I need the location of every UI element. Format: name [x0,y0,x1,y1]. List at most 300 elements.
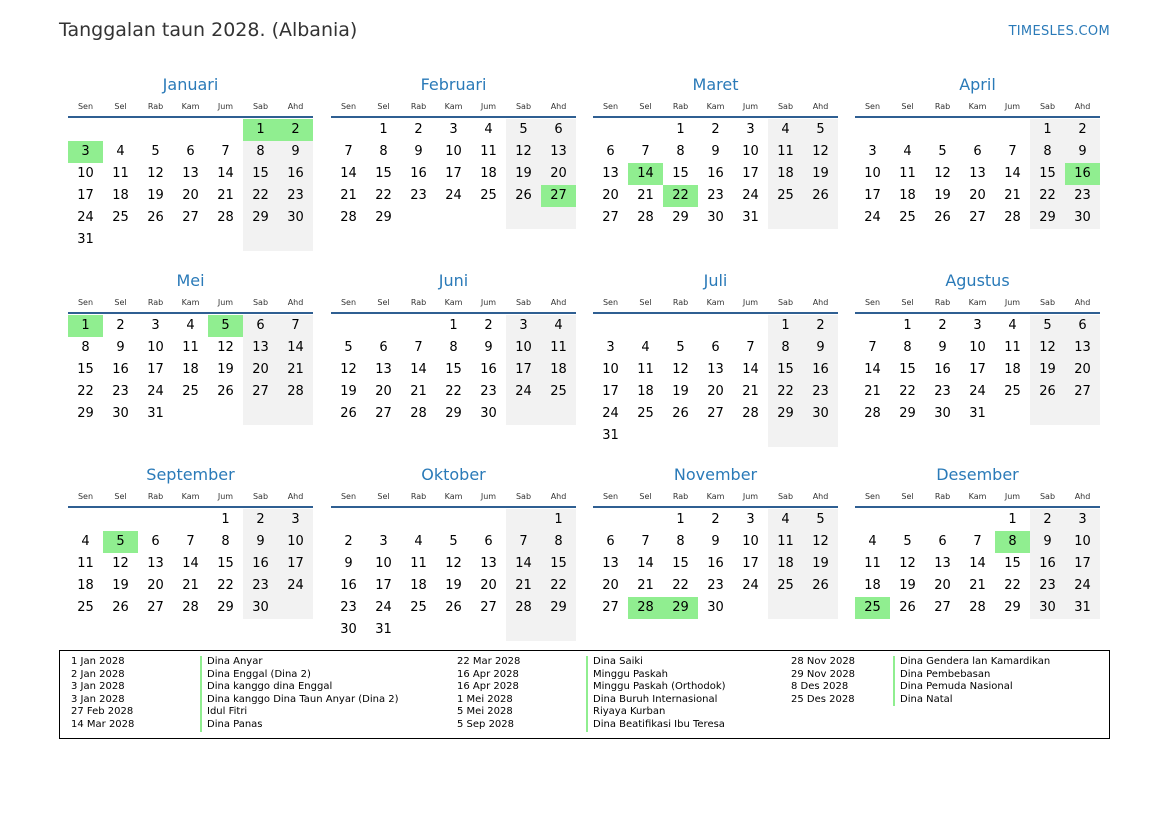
day-cell: 30 [112,406,129,421]
day-cell: 26 [934,210,951,225]
day-cell: 12 [112,556,129,571]
legend-date: 29 Nov 2028 [791,668,856,680]
day-cell: 23 [707,188,724,203]
day-cell: 17 [445,166,462,181]
month-name: Maret [692,75,739,94]
day-cell: 20 [147,578,164,593]
day-cell: 30 [278,207,313,229]
day-cell: 18 [182,362,199,377]
day-cell: 24 [375,600,392,615]
day-cell: 4 [186,318,195,333]
weekday-header [593,298,838,310]
weekday-label: Sen [340,102,357,111]
month-name: April [959,75,996,94]
weekday-label: Jum [217,102,234,111]
day-cell: 25 [77,600,94,615]
header-rule [593,506,838,508]
day-cell: 6 [711,340,720,355]
day-cell: 15 [1030,163,1065,185]
day-cell: 2 [938,318,947,333]
day-cell: 7 [641,534,650,549]
month-name: September [146,465,235,484]
day-cell: 14 [217,166,234,181]
day-cell: 4 [414,534,423,549]
day-cell: 11 [1004,340,1021,355]
day-cell: 14 [742,362,759,377]
weekday-header [68,102,313,114]
month-name: November [673,465,758,484]
empty-weekend-cell [768,597,803,619]
day-cell: 3 [606,340,615,355]
day-cell: 1 [676,512,685,527]
weekday-label: Jum [480,298,497,307]
legend-holiday-name: Dina Pemuda Nasional [893,681,1013,694]
month-name: Mei [176,271,205,290]
day-cell: 4 [81,534,90,549]
empty-weekend-cell [541,619,576,641]
day-cell: 27 [243,381,278,403]
day-cell: 9 [711,144,720,159]
day-cell: 14 [637,556,654,571]
day-cell: 7 [186,534,195,549]
day-cell: 1 [903,318,912,333]
header-rule [593,116,838,118]
day-cell: 8 [768,337,803,359]
day-cell: 18 [541,359,576,381]
day-cell: 27 [1065,381,1100,403]
day-cell: 7 [344,144,353,159]
weekday-label: Sen [77,492,94,501]
weekday-label: Sel [114,102,127,111]
day-cell: 21 [506,575,541,597]
day-cell: 19 [1030,359,1065,381]
day-cell: 17 [742,556,759,571]
empty-weekend-cell [506,207,541,229]
day-cell: 27 [707,406,724,421]
day-cell: 28 [182,600,199,615]
day-cell: 19 [934,188,951,203]
day-cell: 9 [116,340,125,355]
day-cell: 4 [1008,318,1017,333]
day-cell: 2 [711,512,720,527]
day-cell: 20 [934,578,951,593]
day-cell: 24 [506,381,541,403]
day-cell: 9 [938,340,947,355]
day-cell: 20 [969,188,986,203]
holiday-day-cell: 5 [103,531,138,553]
day-cell: 18 [864,578,881,593]
empty-weekend-cell [1065,403,1100,425]
day-cell: 19 [803,553,838,575]
day-cell: 30 [480,406,497,421]
empty-weekend-cell [768,425,803,447]
empty-weekend-cell [768,207,803,229]
month-name: Februari [420,75,487,94]
day-cell: 28 [637,210,654,225]
day-cell: 4 [541,315,576,337]
day-cell: 11 [410,556,427,571]
day-cell: 30 [707,210,724,225]
holiday-day-cell: 28 [628,597,663,619]
weekday-label: Jum [1004,492,1021,501]
day-cell: 25 [899,210,916,225]
day-cell: 20 [602,188,619,203]
day-cell: 17 [77,188,94,203]
day-cell: 29 [899,406,916,421]
day-cell: 18 [637,384,654,399]
day-cell: 12 [803,141,838,163]
day-cell: 24 [742,578,759,593]
day-cell: 28 [410,406,427,421]
day-cell: 13 [602,166,619,181]
day-cell: 8 [541,531,576,553]
weekday-label: Kam [968,102,987,111]
day-cell: 19 [340,384,357,399]
weekday-label: Sab [252,298,269,307]
holiday-day-cell: 22 [663,185,698,207]
day-cell: 3 [278,509,313,531]
day-cell: 22 [243,185,278,207]
day-cell: 3 [746,122,755,137]
weekday-label: Kam [706,298,725,307]
day-cell: 25 [1004,384,1021,399]
day-cell: 5 [449,534,458,549]
day-cell: 9 [278,141,313,163]
day-cell: 21 [742,384,759,399]
weekday-label: Sab [515,102,532,111]
empty-weekend-cell [803,597,838,619]
day-cell: 21 [182,578,199,593]
day-cell: 14 [864,362,881,377]
day-cell: 16 [410,166,427,181]
weekday-label: Sab [1039,298,1056,307]
day-cell: 19 [112,578,129,593]
day-cell: 11 [541,337,576,359]
day-cell: 19 [899,578,916,593]
day-cell: 9 [1065,141,1100,163]
day-cell: 18 [77,578,94,593]
weekday-label: Rab [934,492,951,501]
day-cell: 8 [676,144,685,159]
empty-weekend-cell [541,403,576,425]
weekday-label: Jum [742,492,759,501]
holiday-legend [59,650,1110,739]
day-cell: 3 [379,534,388,549]
day-cell: 19 [803,163,838,185]
day-cell: 6 [1065,315,1100,337]
legend-date: 2 Jan 2028 [71,668,125,680]
legend-date: 1 Mei 2028 [457,693,513,705]
header-rule [68,506,313,508]
day-cell: 13 [147,556,164,571]
weekday-label: Sel [114,492,127,501]
legend-holiday-name: Dina kanggo dina Enggal [200,681,332,694]
day-cell: 17 [864,188,881,203]
day-cell: 11 [768,531,803,553]
header-rule [331,312,576,314]
weekday-label: Rab [410,102,427,111]
day-cell: 7 [746,340,755,355]
day-cell: 17 [147,362,164,377]
day-cell: 5 [151,144,160,159]
day-cell: 28 [1004,210,1021,225]
header-rule [593,312,838,314]
day-cell: 26 [803,575,838,597]
day-cell: 24 [278,575,313,597]
day-cell: 29 [768,403,803,425]
day-cell: 23 [934,384,951,399]
day-cell: 24 [969,384,986,399]
day-cell: 14 [506,553,541,575]
holiday-day-cell: 1 [68,315,103,337]
weekday-label: Kam [181,298,200,307]
day-cell: 29 [541,597,576,619]
day-cell: 29 [1004,600,1021,615]
day-cell: 28 [217,210,234,225]
day-cell: 13 [182,166,199,181]
weekday-label: Sab [515,492,532,501]
day-cell: 21 [1004,188,1021,203]
day-cell: 20 [182,188,199,203]
legend-date: 16 Apr 2028 [457,668,519,680]
day-cell: 25 [768,575,803,597]
day-cell: 16 [707,556,724,571]
day-cell: 9 [414,144,423,159]
day-cell: 18 [112,188,129,203]
day-cell: 10 [445,144,462,159]
weekday-header [68,492,313,504]
legend-holiday-name: Dina Panas [200,719,263,732]
day-cell: 28 [340,210,357,225]
day-cell: 19 [506,163,541,185]
day-cell: 5 [676,340,685,355]
day-cell: 13 [541,141,576,163]
day-cell: 16 [480,362,497,377]
header-rule [855,312,1100,314]
day-cell: 15 [375,166,392,181]
weekday-label: Sel [901,492,914,501]
day-cell: 17 [375,578,392,593]
month-name: Januari [162,75,219,94]
holiday-day-cell: 5 [208,315,243,337]
day-cell: 6 [243,315,278,337]
legend-holiday-name: Dina Beatifikasi Ibu Teresa [586,719,725,732]
weekday-label: Sen [77,298,94,307]
day-cell: 11 [480,144,497,159]
day-cell: 10 [147,340,164,355]
day-cell: 21 [410,384,427,399]
weekday-label: Sab [777,102,794,111]
day-cell: 7 [641,144,650,159]
day-cell: 24 [742,188,759,203]
day-cell: 23 [340,600,357,615]
day-cell: 21 [864,384,881,399]
legend-holiday-name: Riyaya Kurban [586,706,665,719]
day-cell: 13 [480,556,497,571]
day-cell: 7 [506,531,541,553]
day-cell: 22 [1004,578,1021,593]
site-link[interactable]: TIMESLES.COM [1008,24,1110,39]
day-cell: 16 [112,362,129,377]
day-cell: 30 [243,597,278,619]
weekday-label: Sel [639,492,652,501]
day-cell: 15 [445,362,462,377]
day-cell: 1 [449,318,458,333]
day-cell: 13 [243,337,278,359]
day-cell: 17 [602,384,619,399]
legend-holiday-name: Dina Enggal (Dina 2) [200,669,311,682]
day-cell: 16 [340,578,357,593]
day-cell: 15 [672,556,689,571]
holiday-day-cell: 8 [995,531,1030,553]
day-cell: 18 [768,553,803,575]
weekday-label: Jum [742,102,759,111]
day-cell: 21 [637,188,654,203]
day-cell: 2 [803,315,838,337]
empty-weekend-cell [506,403,541,425]
day-cell: 12 [803,531,838,553]
day-cell: 5 [903,534,912,549]
day-cell: 12 [217,340,234,355]
weekday-label: Rab [410,298,427,307]
day-cell: 26 [340,406,357,421]
month-name: Juli [703,271,728,290]
weekday-label: Sel [114,298,127,307]
day-cell: 13 [707,362,724,377]
weekday-label: Rab [934,298,951,307]
day-cell: 4 [768,119,803,141]
empty-weekend-cell [506,509,541,531]
day-cell: 1 [221,512,230,527]
day-cell: 2 [414,122,423,137]
day-cell: 12 [934,166,951,181]
weekday-label: Ahd [550,102,567,111]
day-cell: 25 [112,210,129,225]
day-cell: 30 [1030,597,1065,619]
day-cell: 15 [243,163,278,185]
day-cell: 10 [864,166,881,181]
holiday-day-cell: 14 [628,163,663,185]
day-cell: 15 [217,556,234,571]
empty-weekend-cell [278,597,313,619]
weekday-label: Rab [672,492,689,501]
weekday-label: Sel [901,298,914,307]
day-cell: 7 [1008,144,1017,159]
day-cell: 22 [445,384,462,399]
day-cell: 17 [969,362,986,377]
day-cell: 29 [672,210,689,225]
holiday-day-cell: 2 [278,119,313,141]
empty-weekend-cell [506,619,541,641]
legend-date: 5 Sep 2028 [457,718,515,730]
day-cell: 28 [969,600,986,615]
day-cell: 24 [864,210,881,225]
day-cell: 27 [602,210,619,225]
weekday-label: Sab [777,298,794,307]
weekday-label: Sab [252,492,269,501]
day-cell: 14 [278,337,313,359]
weekday-label: Sen [77,102,94,111]
day-cell: 25 [541,381,576,403]
day-cell: 10 [375,556,392,571]
day-cell: 5 [803,509,838,531]
weekday-header [331,298,576,310]
day-cell: 25 [637,406,654,421]
day-cell: 20 [707,384,724,399]
empty-weekend-cell [243,403,278,425]
empty-weekend-cell [803,425,838,447]
day-cell: 1 [768,315,803,337]
day-cell: 14 [410,362,427,377]
day-cell: 10 [506,337,541,359]
day-cell: 9 [803,337,838,359]
day-cell: 2 [243,509,278,531]
empty-weekend-cell [541,207,576,229]
day-cell: 21 [217,188,234,203]
weekday-label: Sab [777,492,794,501]
weekday-label: Kam [181,102,200,111]
weekday-label: Ahd [812,492,829,501]
day-cell: 16 [803,359,838,381]
day-cell: 4 [641,340,650,355]
day-cell: 29 [445,406,462,421]
empty-weekend-cell [1030,403,1065,425]
day-cell: 5 [938,144,947,159]
day-cell: 7 [973,534,982,549]
day-cell: 3 [746,512,755,527]
day-cell: 8 [379,144,388,159]
day-cell: 27 [934,600,951,615]
day-cell: 12 [147,166,164,181]
weekday-label: Sel [639,102,652,111]
day-cell: 18 [410,578,427,593]
day-cell: 10 [278,531,313,553]
weekday-header [593,492,838,504]
day-cell: 27 [375,406,392,421]
day-cell: 2 [711,122,720,137]
weekday-label: Ahd [550,492,567,501]
day-cell: 5 [1030,315,1065,337]
day-cell: 9 [344,556,353,571]
day-cell: 4 [903,144,912,159]
day-cell: 17 [506,359,541,381]
legend-holiday-name: Dina Anyar [200,656,262,669]
header-rule [68,116,313,118]
day-cell: 25 [768,185,803,207]
day-cell: 16 [934,362,951,377]
legend-date: 8 Des 2028 [791,681,849,693]
day-cell: 2 [116,318,125,333]
day-cell: 22 [217,578,234,593]
month-name: Oktober [421,465,486,484]
day-cell: 3 [973,318,982,333]
weekday-label: Ahd [1074,298,1091,307]
day-cell: 19 [147,188,164,203]
weekday-label: Ahd [287,492,304,501]
day-cell: 12 [340,362,357,377]
weekday-label: Rab [672,102,689,111]
day-cell: 6 [379,340,388,355]
day-cell: 20 [375,384,392,399]
day-cell: 9 [243,531,278,553]
day-cell: 7 [868,340,877,355]
day-cell: 26 [506,185,541,207]
day-cell: 4 [484,122,493,137]
weekday-label: Kam [968,298,987,307]
day-cell: 11 [77,556,94,571]
legend-date: 3 Jan 2028 [71,681,125,693]
day-cell: 25 [480,188,497,203]
